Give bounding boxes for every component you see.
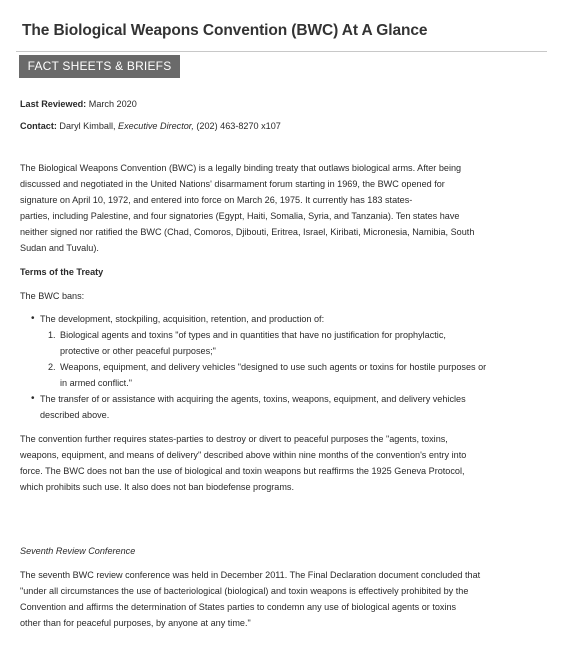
terms-heading: Terms of the Treaty — [20, 267, 104, 277]
convention-line: weapons, equipment, and means of delivery" described above within nine months of the convention's entry into — [20, 450, 467, 460]
bans-list — [20, 311, 548, 423]
bullet-text: The development, stockpiling, acquisition, retention, and production of: — [40, 314, 325, 324]
intro-line: discussed and negotiated in the United Nations' disarmament forum starting in 1969, the BWC opened for — [20, 179, 445, 189]
item-text: in armed conflict." — [60, 378, 132, 388]
list-item — [40, 391, 548, 423]
contact-name[interactable]: Daryl Kimball, — [59, 121, 116, 131]
contact-phone: (202) 463-8270 x107 — [196, 121, 281, 131]
bullet-text: The transfer of or assistance with acquiring the agents, toxins, weapons, equipment, and delivery vehicles — [40, 394, 466, 404]
contact-role: Executive Director, — [118, 121, 194, 131]
review-heading: Seventh Review Conference — [20, 546, 136, 556]
intro-paragraph — [20, 160, 548, 256]
intro-line: The Biological Weapons Convention (BWC) is a legally binding treaty that outlaws biological arms. After being — [20, 163, 462, 173]
review-paragraph — [20, 567, 555, 631]
bullet-text: described above. — [40, 410, 110, 420]
convention-line: which prohibits such use. It also does not ban biodefense programs. — [20, 482, 294, 492]
contact-line — [20, 118, 548, 134]
item-text: protective or other peaceful purposes;" — [60, 346, 216, 356]
review-line: The seventh BWC review conference was held in December 2011. The Final Declaration document concluded that — [20, 570, 481, 580]
item-text: Weapons, equipment, and delivery vehicles "designed to use such agents or toxins for hostile purposes or — [60, 362, 487, 372]
bans-intro: The BWC bans: — [20, 291, 85, 301]
convention-paragraph — [20, 431, 548, 495]
list-item — [40, 311, 548, 391]
contact-label: Contact: — [20, 121, 57, 131]
review-line: "under all circumstances the use of bacteriological (biological) and toxin weapons is effectively prohibited by the — [20, 586, 469, 596]
intro-line: Sudan and Tuvalu). — [20, 243, 99, 253]
last-reviewed — [20, 96, 548, 112]
intro-line: parties, including Palestine, and four signatories (Egypt, Haiti, Somalia, Syria, and Tanzania). Ten states have — [20, 211, 460, 221]
convention-line: The convention further requires states-parties to destroy or divert to peaceful purposes the "agents, toxins, — [20, 434, 448, 444]
review-line: Convention and affirms the determination of States parties to condemn any use of biological agents or toxins — [20, 602, 457, 612]
page-title: The Biological Weapons Convention (BWC) At A Glance — [22, 22, 428, 39]
list-item — [48, 327, 548, 359]
title-divider — [16, 51, 547, 52]
intro-line: neither signed nor ratified the BWC (Chad, Comoros, Djibouti, Eritrea, Israel, Kiribati, Micronesia, Namibia, South — [20, 227, 475, 237]
category-badge[interactable]: FACT SHEETS & BRIEFS — [19, 55, 180, 78]
convention-line: force. The BWC does not ban the use of biological and toxin weapons but reaffirms the 1925 Geneva Protocol, — [20, 466, 465, 476]
last-reviewed-label: Last Reviewed: — [20, 99, 87, 109]
last-reviewed-value: March 2020 — [88, 99, 137, 109]
sub-list — [40, 327, 548, 391]
item-number: 1. — [48, 330, 56, 340]
intro-line: signature on April 10, 1972, and entered into force on March 26, 1975. It currently has 183 states- — [20, 195, 413, 205]
item-number: 2. — [48, 362, 56, 372]
list-item — [48, 359, 548, 391]
article-body — [20, 96, 548, 631]
review-line: other than for peaceful purposes, by anyone at any time." — [20, 618, 251, 628]
item-text: Biological agents and toxins "of types and in quantities that have no justification for prophylactic, — [60, 330, 446, 340]
